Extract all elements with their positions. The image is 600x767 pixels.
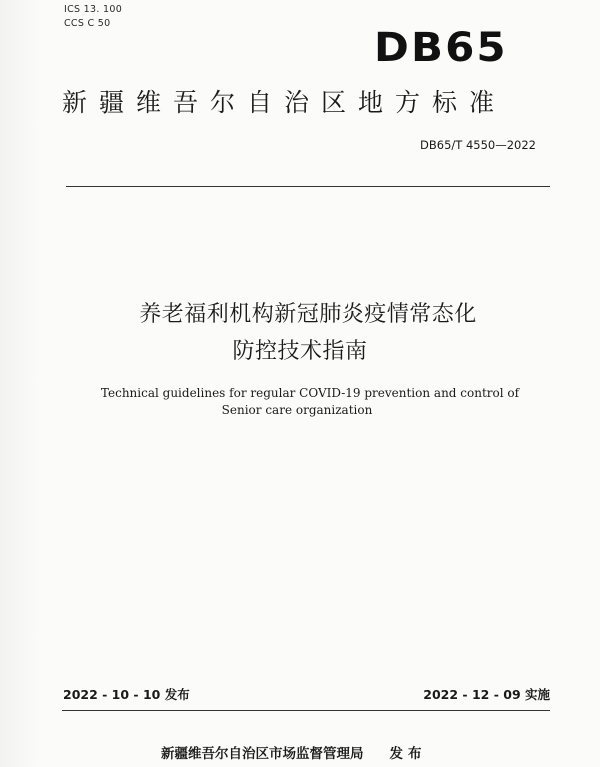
title-chinese-line-1: 养老福利机构新冠肺炎疫情常态化 bbox=[139, 302, 477, 327]
ccs-code: CCS C 50 bbox=[64, 18, 111, 29]
ics-code: ICS 13. 100 bbox=[64, 4, 123, 15]
standard-number: DB65/T 4550—2022 bbox=[420, 138, 536, 152]
release-date: 2022 - 10 - 10 发布 bbox=[63, 687, 190, 702]
standard-code-logo: DB65 bbox=[374, 25, 508, 71]
standard-type-heading: 新疆维吾尔自治区地方标准 bbox=[62, 88, 507, 117]
title-english-line-1: Technical guidelines for regular COVID-19 prevention and control of bbox=[100, 386, 520, 400]
title-english-line-2: Senior care organization bbox=[221, 403, 373, 417]
title-chinese-line-2: 防控技术指南 bbox=[232, 339, 368, 364]
publisher-line bbox=[161, 746, 427, 762]
implementation-date: 2022 - 12 - 09 实施 bbox=[423, 687, 550, 702]
bottom-divider bbox=[62, 710, 550, 711]
issue-label: 发布 bbox=[389, 746, 427, 762]
top-divider bbox=[66, 186, 550, 187]
scan-shading bbox=[0, 0, 40, 767]
publisher-name: 新疆维吾尔自治区市场监督管理局 bbox=[161, 746, 364, 762]
